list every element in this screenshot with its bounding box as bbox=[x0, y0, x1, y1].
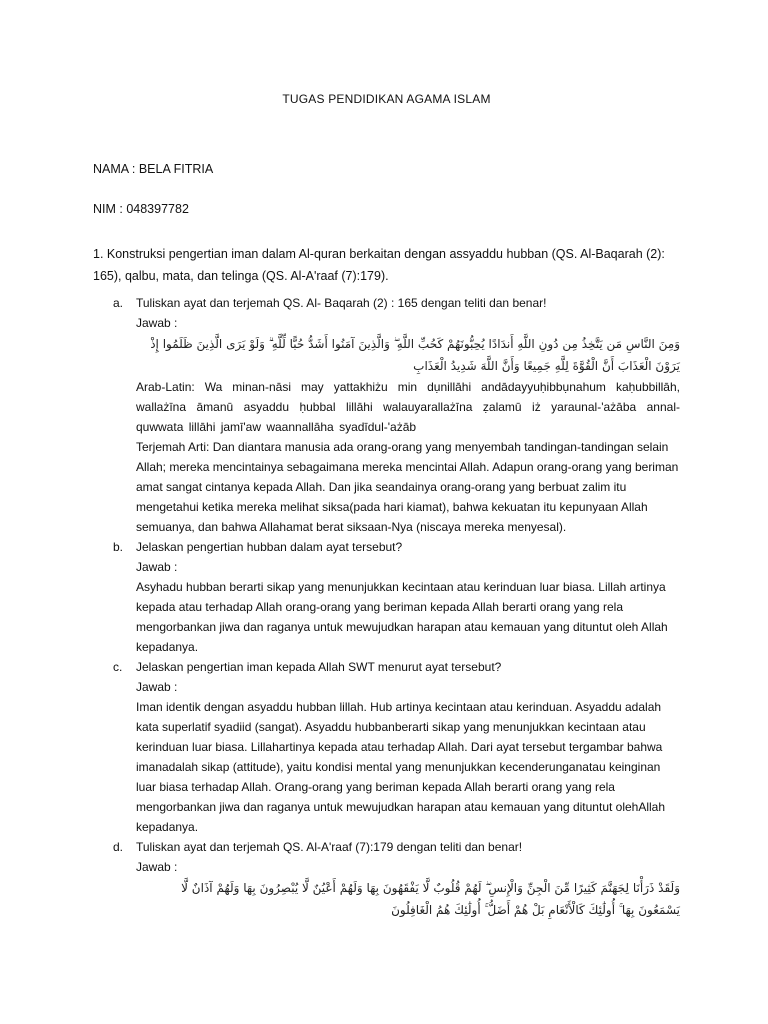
sub-question-d bbox=[93, 837, 680, 921]
answer-text: Iman identik dengan asyaddu hubban lillah. Hub artinya kecintaan atau kerinduan. Asyaddu adalah kata superlatif syadiid (sangat). Asyaddu hubbanberarti sikap yang menunjukkan kecintaan atau kerinduan luar biasa. Lillahartinya kepada atau terhadap Allah. Dari ayat tersebut tergambar bahwa imanadalah sikap (attitude), yaitu kondisi mental yang menunjukkan kecenderunganatau keinginan luar biasa terhadap Allah. Orang-orang yang beriman kepada Allah berarti orang yang rela mengorbankan jiwa dan raganya untuk mewujudkan harapan atau kemauan yang dituntut olehAllah kepadanya. bbox=[136, 700, 666, 834]
sub-question-a bbox=[93, 293, 680, 537]
jawab-label: Jawab : bbox=[136, 560, 178, 574]
list-marker: a. bbox=[113, 296, 124, 310]
document-title: TUGAS PENDIDIKAN AGAMA ISLAM bbox=[282, 92, 491, 106]
list-marker: d. bbox=[113, 840, 124, 854]
answer-text: Asyhadu hubban berarti sikap yang menunjukkan kecintaan atau kerinduan luar biasa. Lillah artinya kepada atau terhadap Allah orang-orang yang beriman kepada Allah berarti orang yang rela mengorbankan jiwa dan raganya untuk mewujudkan harapan atau kemauan yang dituntut oleh Allah kepadanya. bbox=[136, 580, 668, 654]
translation-text: Terjemah Arti: Dan diantara manusia ada orang-orang yang menyembah tandingan-tandingan selain Allah; mereka mencintainya sebagaimana mereka mencintai Allah. Adapun orang-orang yang beriman amat sangat cintanya kepada Allah. Dan jika seandainya orang-orang yang berbuat zalim itu mengetahui ketika mereka melihat siksa(pada hari kiamat), bahwa kekuatan itu kepunyaan Allah semuanya, dan bahwa Allahamat berat siksaan-Nya (niscaya mereka menyesal). bbox=[136, 440, 679, 534]
name-field: NAMA : BELA FITRIA bbox=[93, 162, 214, 176]
list-marker: b. bbox=[113, 540, 124, 554]
sub-question-list bbox=[93, 293, 680, 921]
jawab-label: Jawab : bbox=[136, 316, 178, 330]
sub-question-c bbox=[93, 657, 680, 837]
arabic-verse: وَلَقَدْ ذَرَأْنَا لِجَهَنَّمَ كَثِيرًا مِّنَ الْجِنِّ وَالْإِنسِ ۖ لَهُمْ قُلُوبٌ لَّا يَفْقَهُونَ بِهَا وَلَهُمْ أَعْيُنٌ لَّا يُبْصِرُونَ بِهَا وَلَهُمْ آذَانٌ لَّا يَسْمَعُونَ بِهَا ۚ أُولَٰئِكَ كَالْأَنْعَامِ بَلْ هُمْ أَضَلُّ ۚ أُولَٰئِكَ هُمُ الْغَافِلُونَ bbox=[181, 881, 680, 917]
sub-question-text: Tuliskan ayat dan terjemah QS. Al-A'raaf (7):179 dengan teliti dan benar! bbox=[136, 840, 523, 854]
nim-field: NIM : 048397782 bbox=[93, 202, 189, 216]
list-marker: c. bbox=[113, 660, 123, 674]
sub-question-text: Tuliskan ayat dan terjemah QS. Al- Baqarah (2) : 165 dengan teliti dan benar! bbox=[136, 296, 547, 310]
latin-transliteration: Arab-Latin: Wa minan-nāsi may yattakhiżu min dụnillāhi andādayyuḥibbụnahum kaḥubbillāh, wallażīna āmanū asyaddu ḥubbal lillāhi walauyarallażīna ẓalamū iż yaraunal-'ażāba annal-quwwata lillāhi jamī'aw waannallāha syadīdul-'ażāb bbox=[136, 380, 680, 434]
jawab-label: Jawab : bbox=[136, 680, 178, 694]
jawab-label: Jawab : bbox=[136, 860, 178, 874]
arabic-verse: وَمِنَ النَّاسِ مَن يَتَّخِذُ مِن دُونِ اللَّهِ أَندَادًا يُحِبُّونَهُمْ كَحُبِّ اللَّهِ ۖ وَالَّذِينَ آمَنُوا أَشَدُّ حُبًّا لِّلَّهِ ۗ وَلَوْ يَرَى الَّذِينَ ظَلَمُوا إِذْ يَرَوْنَ الْعَذَابَ أَنَّ الْقُوَّةَ لِلَّهِ جَمِيعًا وَأَنَّ اللَّهَ شَدِيدُ الْعَذَابِ bbox=[150, 337, 680, 373]
sub-question-text: Jelaskan pengertian iman kepada Allah SWT menurut ayat tersebut? bbox=[136, 660, 502, 674]
sub-question-b bbox=[93, 537, 680, 657]
sub-question-text: Jelaskan pengertian hubban dalam ayat tersebut? bbox=[136, 540, 403, 554]
question-1: 1. Konstruksi pengertian iman dalam Al-quran berkaitan dengan assyaddu hubban (QS. Al-Baqarah (2): 165), qalbu, mata, dan telinga (QS. Al-A'raaf (7):179). bbox=[93, 247, 665, 283]
